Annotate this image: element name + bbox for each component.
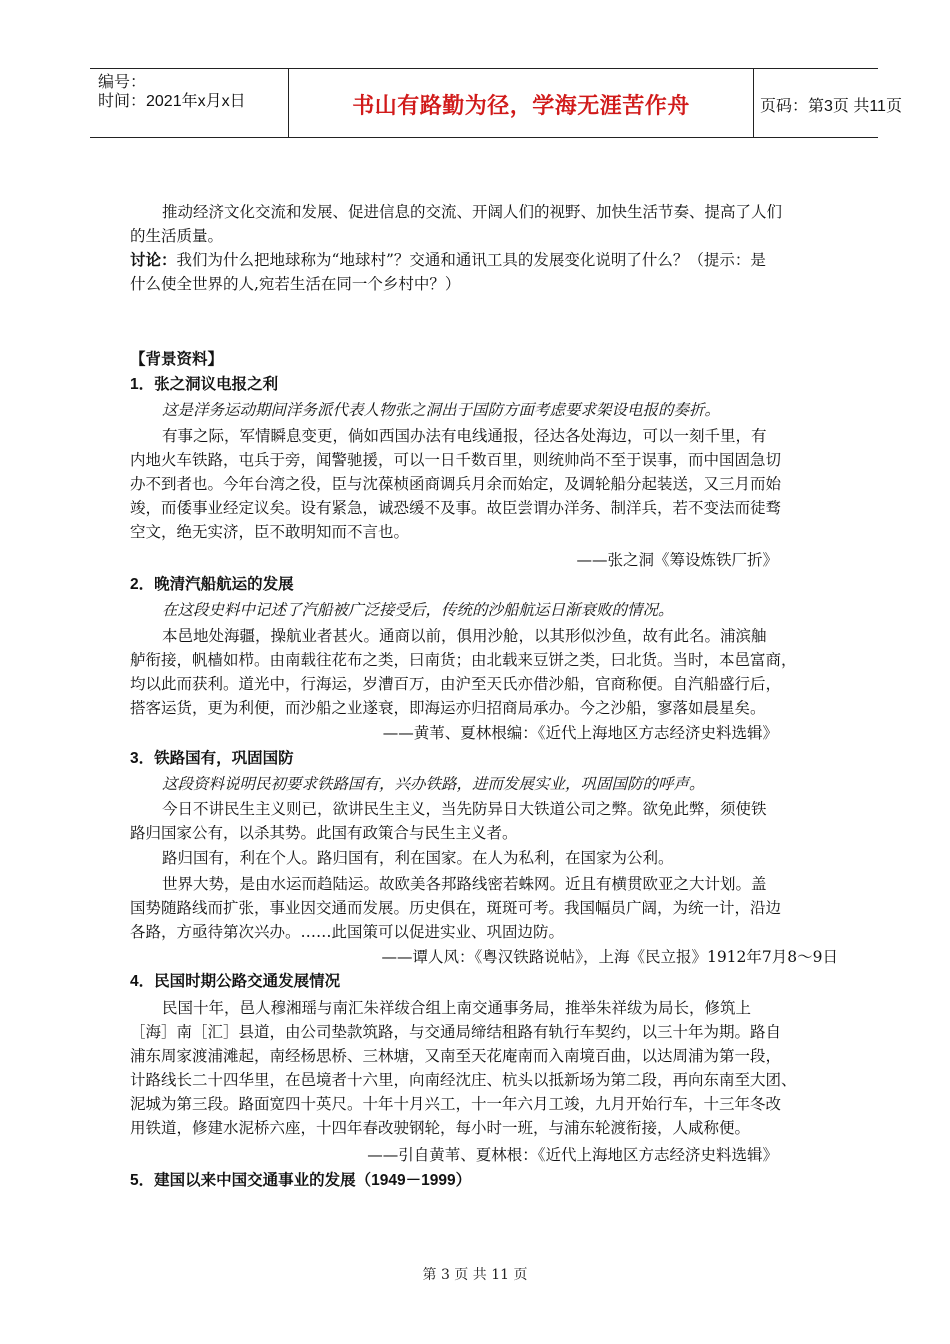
section-note: 在这段史料中记述了汽船被广泛接受后，传统的沙船航运日渐衰败的情况。 <box>162 601 674 619</box>
paragraph-line: 有事之际，军情瞬息变更，倘如西国办法有电线通报，径达各处海边，可以一刻千里，有 <box>162 427 767 445</box>
page-info: 页码：第3页 共11页 <box>760 98 902 115</box>
paragraph-line: 民国十年，邑人穆湘瑶与南汇朱祥绂合组上南交通事务局，推举朱祥绂为局长，修筑上 <box>162 999 752 1017</box>
section-note: 这段资料说明民初要求铁路国有，兴办铁路，进而发展实业，巩固国防的呼声。 <box>162 775 705 793</box>
intro-line: 推动经济文化交流和发展、促进信息的交流、开阔人们的视野、加快生活节奏、提高了人们 <box>162 203 783 221</box>
source-citation: ——谭人风：《粤汉铁路说帖》，上海《民立报》1912年7月8～9日 <box>381 948 838 966</box>
section-title: 5．建国以来中国交通事业的发展（1949－1999） <box>130 1172 472 1189</box>
paragraph-line: 竣，而倭事业经定议矣。设有紧急，诚恐缓不及事。故臣尝谓办洋务、制洋兵，若不变法而徒骛 <box>130 499 782 517</box>
intro-line: 的生活质量。 <box>130 227 224 245</box>
section-title: 1．张之洞议电报之利 <box>130 376 279 393</box>
page-footer: 第 3 页 共 11 页 <box>422 1267 528 1283</box>
document-header <box>90 68 902 138</box>
discussion-text: 我们为什么把地球称为“地球村”？交通和通讯工具的发展变化说明了什么？（提示：是 <box>176 251 766 269</box>
discussion-line <box>130 248 838 273</box>
paragraph-line: 浦东周家渡浦滩起，南经杨思桥、三林塘，又南至天花庵南而入南境百曲，以达周浦为第一段， <box>130 1047 782 1065</box>
paragraph-line: 均以此而获利。道光中，行海运，岁漕百万，由沪至天氏亦借沙船，官商称便。自汽船盛行后， <box>130 675 782 693</box>
paragraph-line: 用铁道，修建水泥桥六座，十四年春改驶钢轮，每小时一班，与浦东轮渡衔接，人咸称便。 <box>130 1119 751 1137</box>
paragraph-line: 泥城为第三段。路面宽四十英尺。十年十月兴工，十一年六月工竣，九月开始行车，十三年冬改 <box>130 1095 782 1113</box>
section-title: 4．民国时期公路交通发展情况 <box>130 973 341 990</box>
paragraph-line: 计路线长二十四华里，在邑境者十六里，向南经沈庄、杭头以抵新场为第二段，再向东南至大团、 <box>130 1071 797 1089</box>
section-heading: 【背景资料】 <box>130 351 224 368</box>
time-label: 时间：2021年x月x日 <box>98 93 246 110</box>
paragraph-line: 办不到者也。今年台湾之役，臣与沈葆桢函商调兵月余而始定，及调轮船分起装送，又三月而始 <box>130 475 782 493</box>
paragraph-line: ［海］南［汇］县道，由公司垫款筑路，与交通局缔结租路有轨行车契约，以三十年为期。路自 <box>130 1023 782 1041</box>
section-note: 这是洋务运动期间洋务派代表人物张之洞出于国防方面考虑要求架设电报的奏折。 <box>162 401 721 419</box>
header-meta-cell <box>90 69 288 137</box>
header-page-cell <box>754 69 902 137</box>
paragraph-line: 路归国有，利在个人。路归国有，利在国家。在人为私利，在国家为公利。 <box>162 849 674 867</box>
discussion-line: 什么使全世界的人,宛若生活在同一个乡村中？） <box>130 275 461 293</box>
paragraph-line: 路归国家公有，以杀其势。此国有政策合与民生主义者。 <box>130 824 518 842</box>
source-citation: ——引自黄苇、夏林根：《近代上海地区方志经济史料选辑》 <box>367 1146 778 1164</box>
paragraph-line: 今日不讲民生主义则已，欲讲民生主义，当先防异日大铁道公司之弊。欲免此弊，须使铁 <box>162 800 767 818</box>
source-citation: ——黄苇、夏林根编：《近代上海地区方志经济史料选辑》 <box>382 724 778 742</box>
header-motto-cell <box>288 69 754 137</box>
paragraph-line: 搭客运货，更为利便，而沙船之业遂衰，即海运亦归招商局承办。今之沙船，寥落如晨星矣。 <box>130 699 766 717</box>
number-label: 编号： <box>98 74 147 91</box>
paragraph-line: 空文，绝无实济，臣不敢明知而不言也。 <box>130 523 410 541</box>
section-title: 2．晚清汽船航运的发展 <box>130 576 294 593</box>
paragraph-line: 世界大势，是由水运而趋陆运。故欧美各邦路线密若蛛网。近且有横贯欧亚之大计划。盖 <box>162 875 767 893</box>
paragraph-line: 内地火车铁路，屯兵于旁，闻警驰援，可以一日千数百里，则统帅尚不至于误事，而中国固急切 <box>130 451 782 469</box>
source-citation: ——张之洞《筹设炼铁厂折》 <box>576 551 778 569</box>
motto-text: 书山有路勤为径，学海无涯苦作舟 <box>352 93 690 118</box>
paragraph-line: 舻衔接，帆樯如栉。由南载往花布之类，曰南货；由北载来豆饼之类，曰北货。当时，本邑富商， <box>130 651 797 669</box>
paragraph-line: 国势随路线而扩张，事业因交通而发展。历史俱在，斑斑可考。我国幅员广阔，为统一计，沿边 <box>130 899 782 917</box>
discussion-label: 讨论： <box>130 252 177 269</box>
paragraph-line: 各路，方亟待第次兴办。……此国策可以促进实业、巩固边防。 <box>130 923 565 941</box>
section-title: 3．铁路国有，巩固国防 <box>130 750 294 767</box>
paragraph-line: 本邑地处海疆，操航业者甚火。通商以前，俱用沙舱，以其形似沙鱼，故有此名。浦滨舳 <box>162 627 767 645</box>
